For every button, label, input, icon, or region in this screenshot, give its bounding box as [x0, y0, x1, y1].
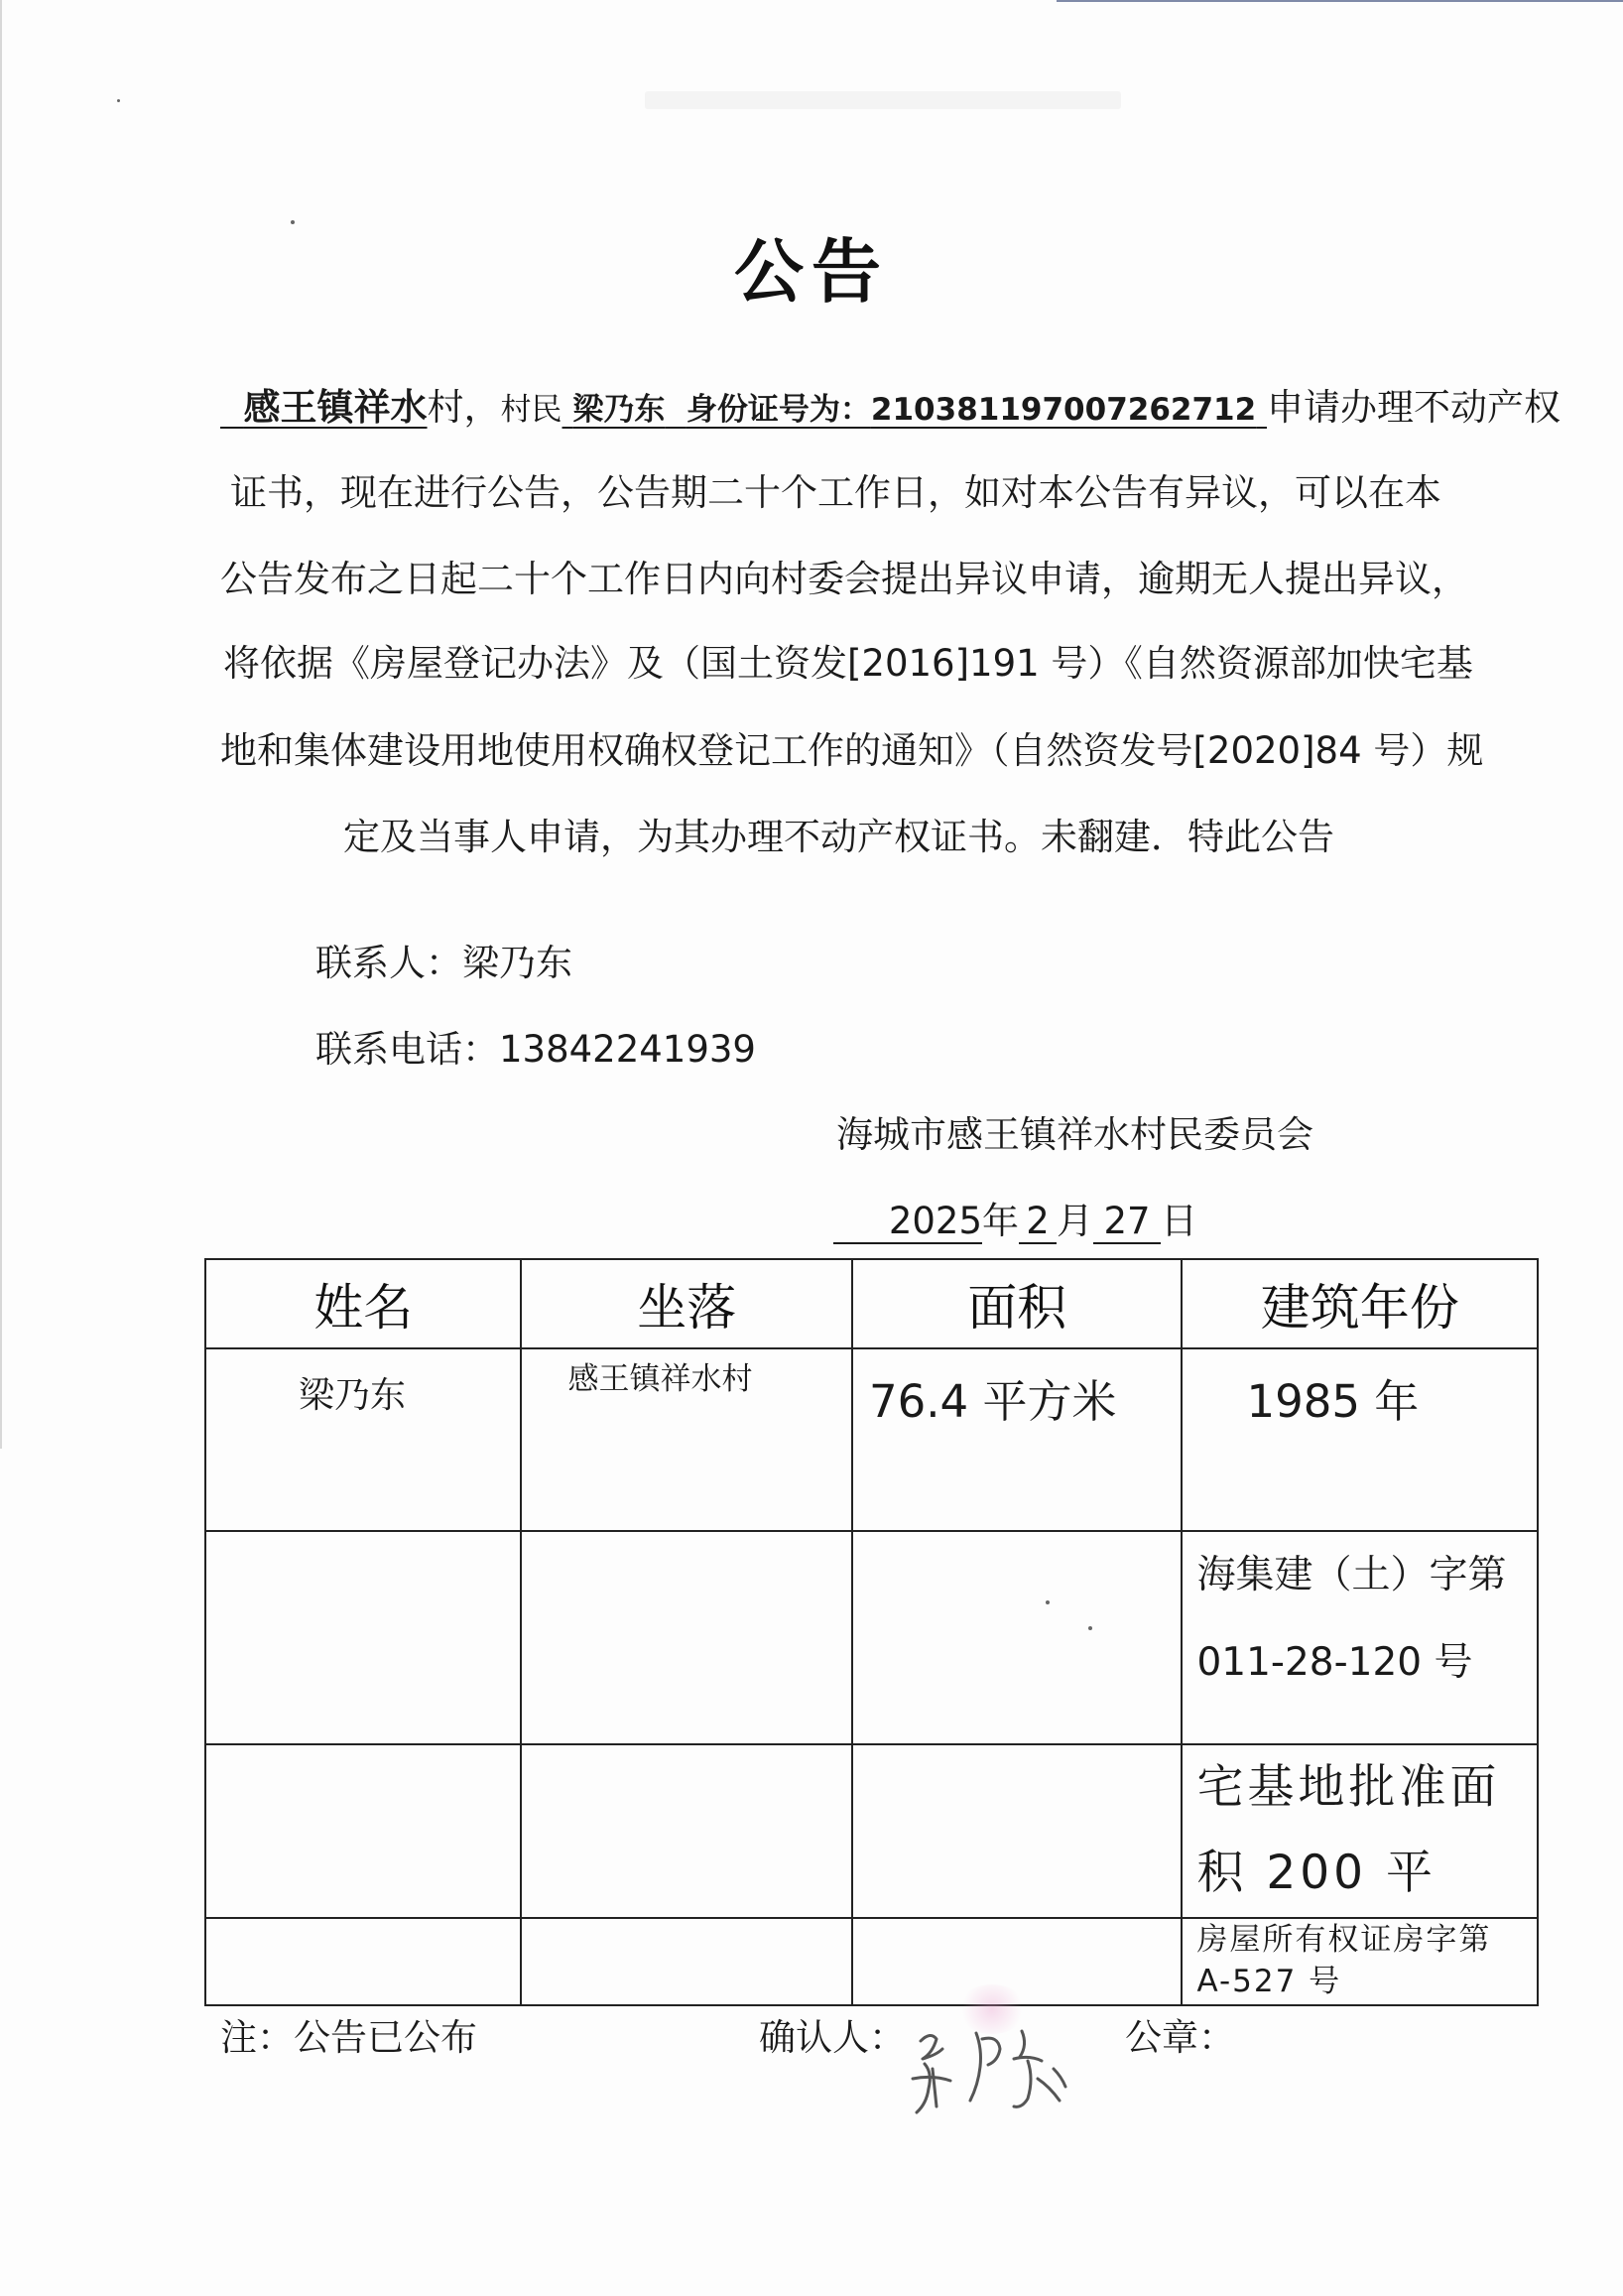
notice-line-2: 证书，现在进行公告，公告期二十个工作日，如对本公告有异议，可以在本	[230, 471, 1441, 514]
date-day: 27	[1093, 1201, 1161, 1244]
scan-edge-line	[1057, 0, 1623, 2]
cell-location: 感王镇祥水村	[521, 1348, 851, 1531]
cell-land-permit: 海集建（土）字第 011-28-120 号	[1182, 1531, 1538, 1744]
footer-note: 注：公告已公布	[220, 2016, 477, 2059]
header-name: 姓名	[205, 1259, 521, 1348]
notice-line-3: 公告发布之日起二十个工作日内向村委会提出异议申请，逾期无人提出异议，	[220, 558, 1468, 600]
notice-line-4: 将依据《房屋登记办法》及（国土资发[2016]191 号）《自然资源部加快宅基	[223, 642, 1473, 685]
table-row	[205, 1918, 1538, 2005]
issue-date: 2025年 2 月 27 日	[833, 1191, 1197, 1244]
issuing-organization: 海城市感王镇祥水村民委员会	[836, 1113, 1313, 1156]
cell-empty	[852, 1744, 1182, 1918]
table-row	[205, 1744, 1538, 1918]
confirmer-label: 确认人：	[759, 2016, 906, 2059]
scan-speck	[117, 99, 120, 102]
header-build-year: 建筑年份	[1182, 1259, 1538, 1348]
notice-line-5: 地和集体建设用地使用权确权登记工作的通知》（自然资发号[2020]84 号）规	[220, 729, 1484, 772]
contact-phone: 联系电话：13842241939	[315, 1028, 756, 1071]
cell-empty	[521, 1744, 851, 1918]
village-field: 感王镇祥水	[243, 386, 428, 429]
header-area: 面积	[852, 1259, 1182, 1348]
cell-build-year: 1985 年	[1182, 1348, 1538, 1531]
header-location: 坐落	[521, 1259, 851, 1348]
cell-ownership-cert: 房屋所有权证房字第 A-527 号	[1182, 1918, 1538, 2005]
table-row	[205, 1531, 1538, 1744]
scan-speck	[1046, 1600, 1050, 1604]
table-header-row	[205, 1259, 1538, 1348]
table-row	[205, 1348, 1538, 1531]
date-year: 2025	[833, 1201, 982, 1244]
notice-line-1: 感王镇祥水村，村民 梁乃东 身份证号为：210381197007262712 申请办理不动产权	[220, 384, 1510, 434]
cell-empty	[521, 1531, 851, 1744]
scan-speck	[1088, 1626, 1092, 1630]
date-month: 2	[1019, 1201, 1057, 1244]
villager-name-field: 梁乃东 身份证号为：210381197007262712	[572, 392, 1257, 428]
seal-label: 公章：	[1125, 2016, 1235, 2059]
contact-person: 联系人：梁乃东	[315, 942, 572, 984]
cell-area: 76.4 平方米	[852, 1348, 1182, 1531]
notice-line-6: 定及当事人申请，为其办理不动产权证书。未翻建．特此公告	[343, 816, 1334, 858]
property-record-table	[204, 1258, 1539, 2006]
scan-speck	[291, 220, 295, 224]
cell-owner-name: 梁乃东	[205, 1348, 521, 1531]
cell-empty	[521, 1918, 851, 2005]
cell-homestead-area: 宅基地批准面 积 200 平	[1182, 1744, 1538, 1918]
faint-bleedthrough	[645, 91, 1121, 109]
cell-empty	[852, 1531, 1182, 1744]
cell-empty	[205, 1918, 521, 2005]
notice-title: 公告	[734, 231, 889, 313]
handwritten-signature	[903, 2009, 1101, 2128]
cell-empty	[205, 1531, 521, 1744]
cell-empty	[205, 1744, 521, 1918]
